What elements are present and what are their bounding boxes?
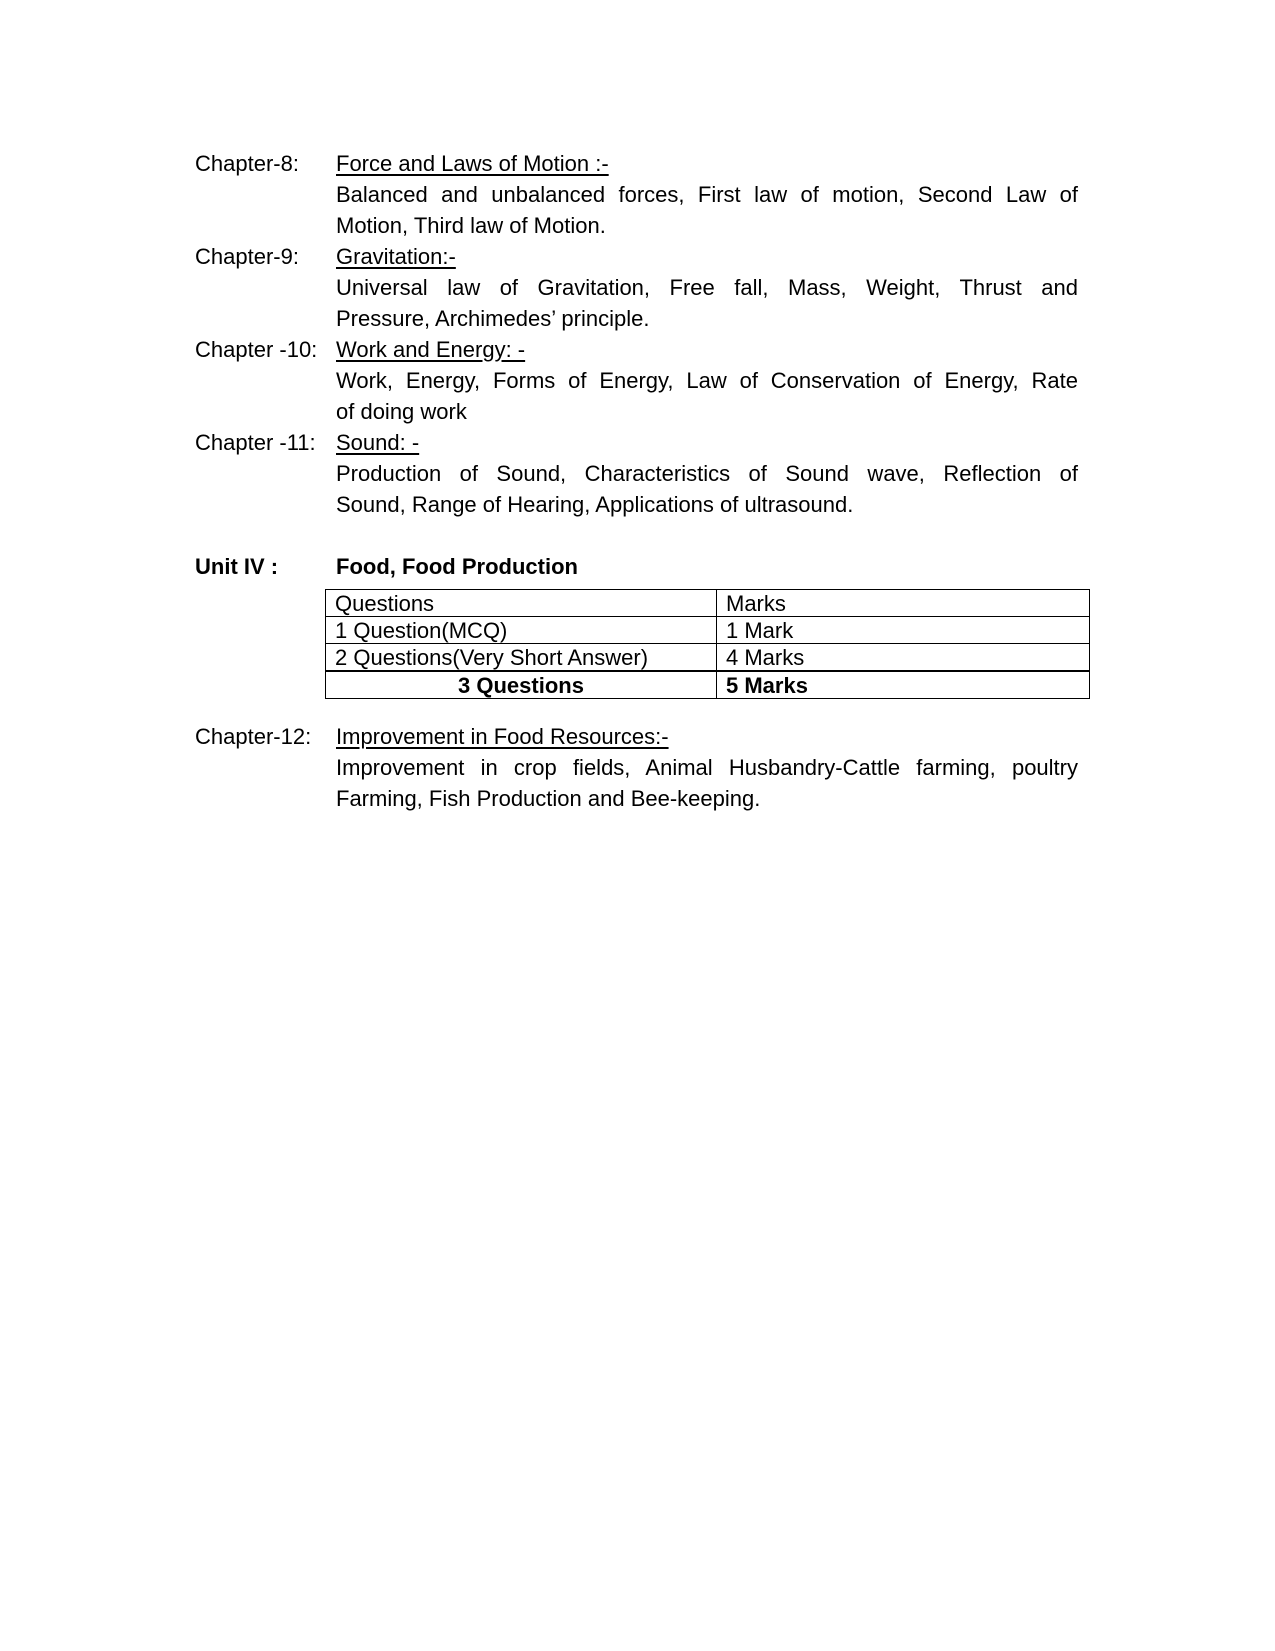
- chapter-description: Improvement in crop fields, Animal Husbandry-Cattle farming, poultry: [336, 755, 1078, 780]
- table-row: [326, 644, 1090, 672]
- chapter-title: Work and Energy: -: [336, 337, 526, 362]
- chapter-11-line-2: [0, 489, 1275, 520]
- chapter-description: Universal law of Gravitation, Free fall, Mass, Weight, Thrust and: [336, 275, 1078, 300]
- chapter-label: Chapter-8:: [195, 151, 299, 176]
- chapter-title: Sound: -: [336, 430, 420, 455]
- chapter-8-heading: [0, 148, 1275, 179]
- chapter-9-heading: [0, 241, 1275, 272]
- chapter-description: Farming, Fish Production and Bee-keeping.: [336, 786, 761, 811]
- chapter-title: Gravitation:-: [336, 244, 456, 269]
- chapter-12-heading: [0, 721, 1275, 752]
- chapter-description: Production of Sound, Characteristics of Sound wave, Reflection of: [336, 461, 1078, 486]
- chapter-label: Chapter-9:: [195, 244, 299, 269]
- table-header-row: [326, 590, 1090, 617]
- chapter-11-line-1: [0, 458, 1275, 489]
- table-header-cell: Questions: [326, 590, 717, 617]
- table-cell: 4 Marks: [717, 644, 1090, 672]
- table-cell: 2 Questions(Very Short Answer): [326, 644, 717, 672]
- unit-label: Unit IV :: [195, 554, 279, 579]
- chapter-label: Chapter-12:: [195, 724, 312, 749]
- chapter-9-line-2: [0, 303, 1275, 334]
- chapter-description: Sound, Range of Hearing, Applications of ultrasound.: [336, 492, 854, 517]
- chapter-9-line-1: [0, 272, 1275, 303]
- chapter-description: Balanced and unbalanced forces, First law of motion, Second Law of: [336, 182, 1078, 207]
- table-total-cell: 5 Marks: [717, 671, 1090, 699]
- table-header-cell: Marks: [717, 590, 1090, 617]
- chapter-title: Improvement in Food Resources:-: [336, 724, 669, 749]
- table-cell: 1 Question(MCQ): [326, 617, 717, 644]
- chapter-12-line-2: [0, 783, 1275, 814]
- chapter-description: Motion, Third law of Motion.: [336, 213, 606, 238]
- chapter-8-line-2: [0, 210, 1275, 241]
- unit-title: Food, Food Production: [336, 554, 578, 579]
- chapter-title: Force and Laws of Motion :-: [336, 151, 609, 176]
- chapter-description: Work, Energy, Forms of Energy, Law of Conservation of Energy, Rate: [336, 368, 1078, 393]
- unit-heading: [0, 551, 1275, 582]
- chapter-description: of doing work: [336, 399, 467, 424]
- chapter-description: Pressure, Archimedes’ principle.: [336, 306, 650, 331]
- table-total-row: [326, 671, 1090, 699]
- table-total-cell: 3 Questions: [326, 671, 717, 699]
- marks-table: [325, 589, 1090, 699]
- table-row: [326, 617, 1090, 644]
- chapter-8-line-1: [0, 179, 1275, 210]
- chapter-10-heading: [0, 334, 1275, 365]
- chapter-label: Chapter -11:: [195, 430, 316, 455]
- chapter-12-line-1: [0, 752, 1275, 783]
- table-cell: 1 Mark: [717, 617, 1090, 644]
- chapter-10-line-2: [0, 396, 1275, 427]
- chapter-11-heading: [0, 427, 1275, 458]
- chapter-10-line-1: [0, 365, 1275, 396]
- chapter-label: Chapter -10:: [195, 337, 318, 362]
